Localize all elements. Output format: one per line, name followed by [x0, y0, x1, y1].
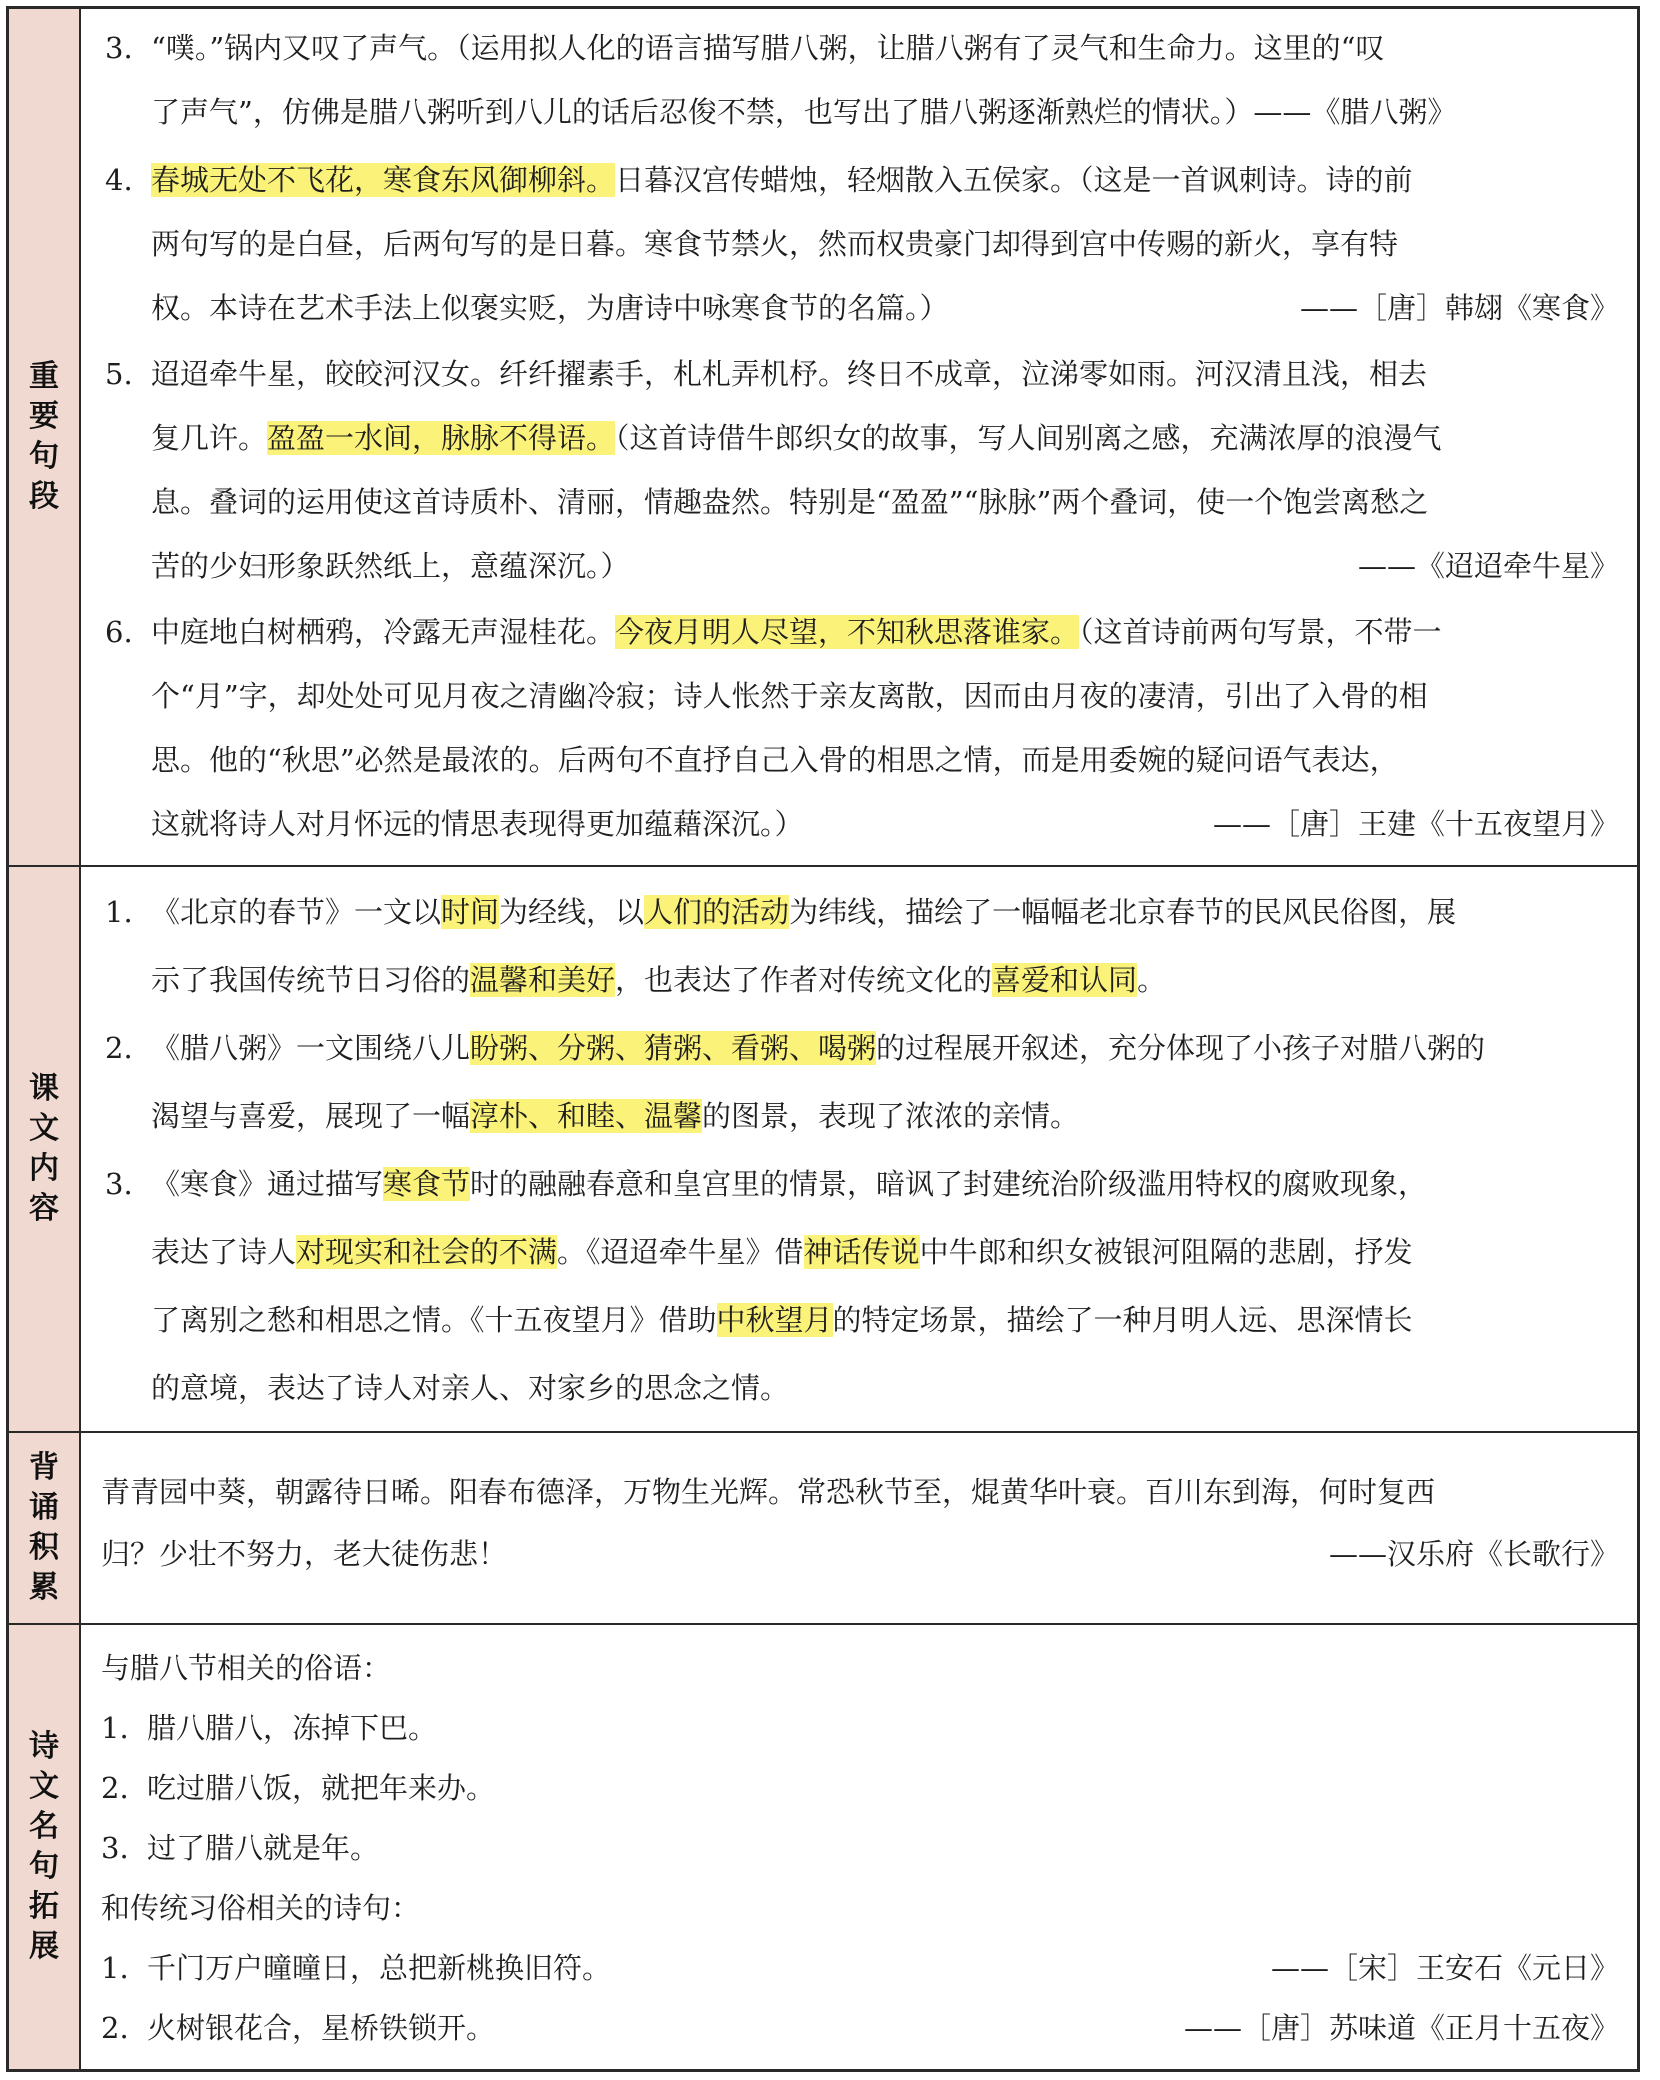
list-item: 2. 吃过腊八饭，就把年来办。 [101, 1759, 1619, 1817]
section-label: 背诵积累 [9, 1433, 81, 1623]
source-citation: ——《迢迢牵牛星》 [1357, 549, 1619, 583]
passage-text: 了离别之愁和相思之情。《十五夜望月》借助中秋望月的特定场景，描绘了一种月明人远、思深情长 [151, 1303, 1413, 1337]
item-number: 2. [105, 1031, 133, 1065]
item-number: 3. [105, 1167, 133, 1201]
source-citation: ——汉乐府《长歌行》 [1328, 1537, 1619, 1571]
passage-text: 思。他的“秋思”必然是最浓的。后两句不直抒自己入骨的相思之情，而是用委婉的疑问语气表达， [151, 743, 1399, 777]
passage-text: 两句写的是白昼，后两句写的是日暮。寒食节禁火，然而权贵豪门却得到宫中传赐的新火，享有特 [151, 227, 1399, 261]
section-key-passages [9, 9, 1637, 867]
highlighted-verse: 盈盈一水间，脉脉不得语。 [267, 421, 616, 455]
section-text-content [9, 867, 1637, 1433]
passage-text: 表达了诗人对现实和社会的不满。《迢迢牵牛星》借神话传说中牛郎和织女被银河阻隔的悲剧，抒发 [151, 1235, 1413, 1269]
list-item: 6. 中庭地白树栖鸦，冷露无声湿桂花。今夜月明人尽望，不知秋思落谁家。（这首诗前两句写景，不带一 [105, 601, 1619, 663]
key-phrase: 温馨和美好 [470, 963, 616, 997]
source-citation: ——［唐］苏味道《正月十五夜》 [1183, 2011, 1619, 2045]
list-item [105, 343, 1619, 405]
passage-text: 息。叠词的运用使这首诗质朴、清丽，情趣盎然。特别是“盈盈”“脉脉”两个叠词，使一个饱尝离愁之 [151, 485, 1429, 519]
summary-table [6, 6, 1640, 2072]
highlighted-verse: 春城无处不飞花，寒食东风御柳斜。 [151, 163, 616, 197]
key-phrase: 对现实和社会的不满 [296, 1235, 558, 1269]
passage-text: 复几许。盈盈一水间，脉脉不得语。（这首诗借牛郎织女的故事，写人间别离之感，充满浓厚的浪漫气 [151, 421, 1442, 455]
subheading: 和传统习俗相关的诗句： [101, 1891, 421, 1925]
list-item: 1. 腊八腊八，冻掉下巴。 [101, 1699, 1619, 1757]
key-phrase: 时间 [441, 895, 500, 929]
source-citation: ——［唐］韩翃《寒食》 [1299, 291, 1619, 325]
section-label: 课文内容 [9, 867, 81, 1431]
item-number: 5. [105, 357, 133, 391]
highlighted-verse: 今夜月明人尽望，不知秋思落谁家。 [615, 615, 1080, 649]
passage-text: 苦的少妇形象跃然纸上，意蕴深沉。） [151, 549, 630, 583]
item-number: 1. [101, 1711, 129, 1745]
subheading: 与腊八节相关的俗语： [101, 1651, 392, 1685]
item-number: 2. [101, 2011, 129, 2045]
list-item: 1. 《北京的春节》一文以时间为经线，以人们的活动为纬线，描绘了一幅幅老北京春节的民风民俗图，展 [105, 881, 1619, 943]
key-phrase: 喜爱和认同 [992, 963, 1138, 997]
passage-text: 日暮汉宫传蜡烛，轻烟散入五侯家。（这是一首讽刺诗。诗的前 [615, 163, 1413, 197]
passage-text: 的意境，表达了诗人对亲人、对家乡的思念之情。 [151, 1371, 790, 1405]
item-number: 6. [105, 615, 133, 649]
key-phrase: 寒食节 [383, 1167, 471, 1201]
passage-text: 个“月”字，却处处可见月夜之清幽冷寂；诗人怅然于亲友离散，因而由月夜的凄清，引出了入骨的相 [151, 679, 1428, 713]
passage-text: 这就将诗人对月怀远的情思表现得更加蕴藉深沉。） [151, 807, 804, 841]
item-number: 1. [105, 895, 133, 929]
item-number: 4. [105, 163, 133, 197]
source-citation: ——［唐］王建《十五夜望月》 [1212, 807, 1619, 841]
key-phrase: 中秋望月 [716, 1303, 833, 1337]
passage-text: 权。本诗在艺术手法上似褒实贬，为唐诗中咏寒食节的名篇。） [151, 291, 949, 325]
list-item: 2. 火树银花合，星桥铁锁开。 [101, 1999, 1619, 2057]
section-recitation [9, 1433, 1637, 1625]
section-label: 重要句段 [9, 9, 81, 865]
item-number: 3. [101, 1831, 129, 1865]
item-number: 1. [101, 1951, 129, 1985]
source-citation: ——［宋］王安石《元日》 [1270, 1951, 1619, 1985]
passage-text: 示了我国传统节日习俗的温馨和美好，也表达了作者对传统文化的喜爱和认同。 [151, 963, 1167, 997]
passage-text: 了声气”，仿佛是腊八粥听到八儿的话后忍俊不禁，也写出了腊八粥逐渐熟烂的情状。）——《腊八粥》 [151, 95, 1457, 129]
list-item: 3. 《寒食》通过描写寒食节时的融融春意和皇宫里的情景，暗讽了封建统治阶级滥用特权的腐败现象， [105, 1153, 1619, 1215]
section-label: 诗文名句拓展 [9, 1625, 81, 2069]
passage-text: “噗。”锅内又叹了声气。（运用拟人化的语言描写腊八粥，让腊八粥有了灵气和生命力。这里的“叹 [151, 31, 1385, 65]
key-phrase: 淳朴、和睦、温馨 [470, 1099, 703, 1133]
passage-text: 归？少壮不努力，老大徒伤悲！ [101, 1537, 508, 1571]
passage-text: 迢迢牵牛星，皎皎河汉女。纤纤擢素手，札札弄机杼。终日不成章，泣涕零如雨。河汉清且浅，相去 [151, 357, 1428, 391]
key-phrase: 人们的活动 [644, 895, 790, 929]
key-phrase: 神话传说 [803, 1235, 920, 1269]
item-number: 3. [105, 31, 133, 65]
list-item: 1. 千门万户曈曈日，总把新桃换旧符。 [101, 1939, 1619, 1997]
passage-text: 青青园中葵，朝露待日晞。阳春布德泽，万物生光辉。常恐秋节至，焜黄华叶衰。百川东到海，何时复西 [101, 1475, 1436, 1509]
key-phrase: 盼粥、分粥、猜粥、看粥、喝粥 [470, 1031, 877, 1065]
passage-text: 渴望与喜爱，展现了一幅淳朴、和睦、温馨的图景，表现了浓浓的亲情。 [151, 1099, 1080, 1133]
list-item: 2. 《腊八粥》一文围绕八儿盼粥、分粥、猜粥、看粥、喝粥的过程展开叙述，充分体现了小孩子对腊八粥的 [105, 1017, 1619, 1079]
list-item [105, 17, 1619, 79]
list-item [105, 149, 1619, 211]
section-poetry-extension [9, 1625, 1637, 2069]
item-number: 2. [101, 1771, 129, 1805]
list-item: 3. 过了腊八就是年。 [101, 1819, 1619, 1877]
